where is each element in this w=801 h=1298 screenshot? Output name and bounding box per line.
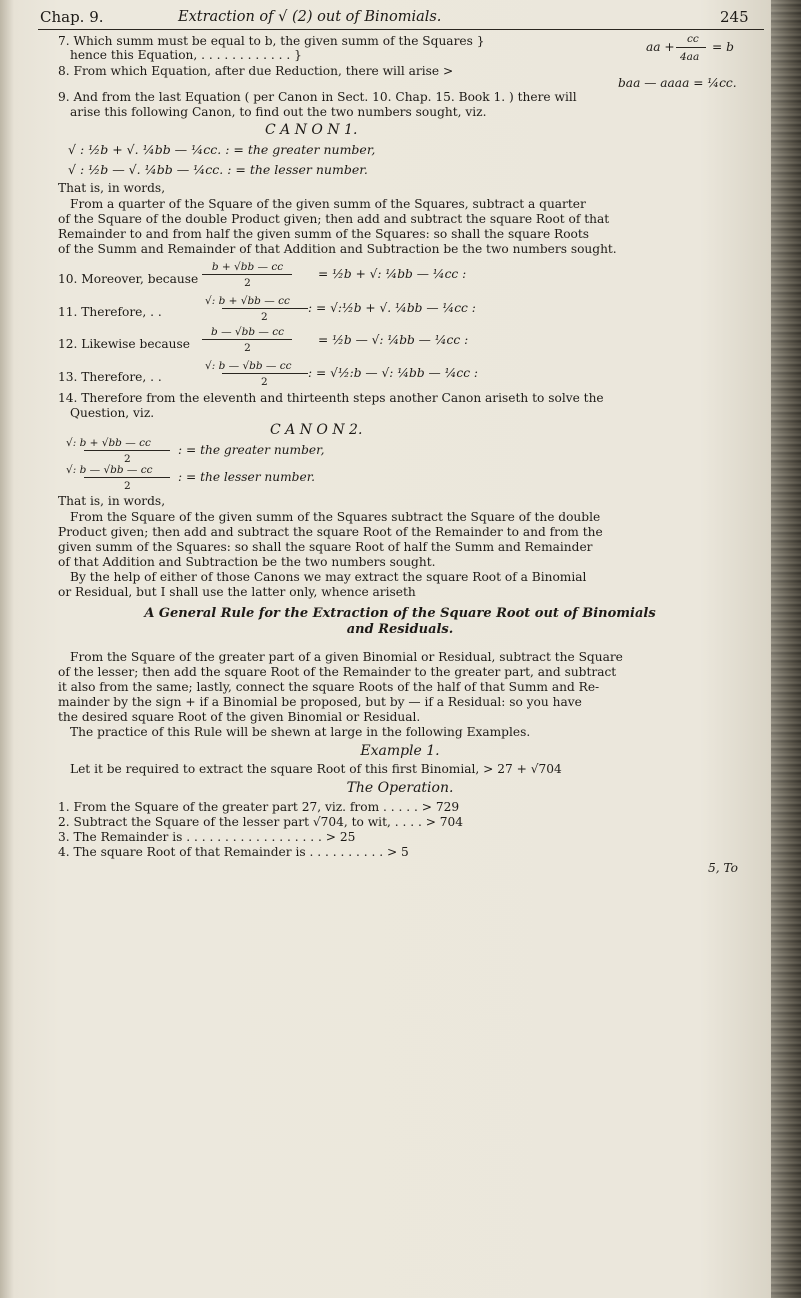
canon-2-line-1-bar <box>84 450 170 451</box>
eq-7-left: aa + <box>646 40 675 54</box>
para-1-line-3: Remainder to and from half the given summ of the Squares: so shall the square Roots <box>58 227 590 241</box>
step-7-line-2: hence this Equation, . . . . . . . . . . . . } <box>70 48 302 62</box>
canon-2-line-1-denominator: 2 <box>124 453 131 465</box>
step-11-bar <box>222 308 308 309</box>
example-title: Example 1. <box>360 743 440 759</box>
canon-1-line-1: √ : ½b + √. ¼bb — ¼cc. : = the greater number, <box>68 142 376 157</box>
step-9-line-2: arise this following Canon, to find out the two numbers sought, viz. <box>70 105 487 119</box>
canon-2-line-1-numerator: √: b + √bb — cc <box>66 437 151 449</box>
step-11: 11. Therefore, . . <box>58 305 162 319</box>
para-1-line-1: From a quarter of the Square of the given summ of the Squares, subtract a quarter <box>70 197 586 211</box>
page-edge-shadow <box>771 0 801 1298</box>
eq-7-bar <box>676 47 706 48</box>
example-statement: Let it be required to extract the square Root of this first Binomial, > 27 + √704 <box>70 762 562 776</box>
step-13-bar <box>222 373 308 374</box>
that-is-2: That is, in words, <box>58 494 166 508</box>
para-4-line-1: From the Square of the greater part of a given Binomial or Residual, subtract the Square <box>70 650 623 664</box>
operation-step-2: 2. Subtract the Square of the lesser part √704, to wit, . . . . > 704 <box>58 815 464 829</box>
eq-8: baa — aaaa = ¼cc. <box>618 76 737 90</box>
para-2-line-3: given summ of the Squares: so shall the square Root of half the Summ and Remainder <box>58 540 593 554</box>
operation-title: The Operation. <box>346 780 454 796</box>
para-3-line-2: or Residual, but I shall use the latter only, whence ariseth <box>58 585 416 599</box>
para-2-line-2: Product given; then add and subtract the square Root of the Remainder to and from the <box>58 525 603 539</box>
para-2-line-1: From the Square of the given summ of the Squares subtract the Square of the double <box>70 510 601 524</box>
para-1-line-2: of the Square of the double Product given; then add and subtract the square Root of that <box>58 212 610 226</box>
step-14-line-1: 14. Therefore from the eleventh and thirteenth steps another Canon ariseth to solve the <box>58 391 604 405</box>
para-4-line-2: of the lesser; then add the square Root of the Remainder to the greater part, and subtract <box>58 665 617 679</box>
eq-7-numerator: cc <box>687 33 699 45</box>
para-4-line-6: The practice of this Rule will be shewn at large in the following Examples. <box>70 725 531 739</box>
step-11-denominator: 2 <box>261 311 268 323</box>
para-4-line-3: it also from the same; lastly, connect the square Roots of the half of that Summ and Re- <box>58 680 600 694</box>
para-4-line-5: the desired square Root of the given Binomial or Residual. <box>58 710 421 724</box>
step-10-bar <box>202 274 292 275</box>
step-11-numerator: √: b + √bb — cc <box>205 295 290 307</box>
canon-2-line-2-denominator: 2 <box>124 480 131 492</box>
step-13-denominator: 2 <box>261 376 268 388</box>
canon-1-title: C A N O N 1. <box>265 122 358 138</box>
step-8: 8. From which Equation, after due Reduction, there will arise > <box>58 64 454 78</box>
canon-1-line-2: √ : ½b — √. ¼bb — ¼cc. : = the lesser number. <box>68 162 368 177</box>
step-11-rhs: : = √:½b + √. ¼bb — ¼cc : <box>308 301 476 315</box>
step-13-numerator: √: b — √bb — cc <box>205 360 292 372</box>
eq-7-right: = b <box>712 40 734 54</box>
canon-2-title: C A N O N 2. <box>270 422 363 438</box>
step-13-rhs: : = √½:b — √: ¼bb — ¼cc : <box>308 366 479 380</box>
canon-2-line-2-rhs: : = the lesser number. <box>178 470 316 484</box>
canon-2-line-1-rhs: : = the greater number, <box>178 443 325 457</box>
catchword: 5, To <box>708 861 739 875</box>
step-14-line-2: Question, viz. <box>70 406 155 420</box>
eq-7-denominator: 4aa <box>680 51 700 63</box>
operation-step-1: 1. From the Square of the greater part 27, viz. from . . . . . > 729 <box>58 800 460 814</box>
running-title: Extraction of √ (2) out of Binomials. <box>178 9 442 25</box>
operation-step-3: 3. The Remainder is . . . . . . . . . . . . . . . . . . > 25 <box>58 830 356 844</box>
step-10-denominator: 2 <box>244 277 251 289</box>
canon-2-line-2-numerator: √: b — √bb — cc <box>66 464 153 476</box>
step-10: 10. Moreover, because <box>58 272 199 286</box>
para-4-line-4: mainder by the sign + if a Binomial be proposed, but by — if a Residual: so you have <box>58 695 582 709</box>
page-number: 245 <box>720 8 749 26</box>
para-2-line-4: of that Addition and Subtraction be the two numbers sought. <box>58 555 436 569</box>
step-12: 12. Likewise because <box>58 337 190 351</box>
header-rule <box>38 29 764 30</box>
step-10-numerator: b + √bb — cc <box>211 261 284 273</box>
step-12-bar <box>202 339 292 340</box>
step-12-denominator: 2 <box>244 342 251 354</box>
step-12-rhs: = ½b — √: ¼bb — ¼cc : <box>318 333 469 347</box>
canon-2-line-2-bar <box>84 477 170 478</box>
step-10-rhs: = ½b + √: ¼bb — ¼cc : <box>318 267 467 281</box>
chapter-label: Chap. 9. <box>40 8 104 26</box>
para-1-line-4: of the Summ and Remainder of that Addition and Subtraction be the two numbers sought. <box>58 242 617 256</box>
step-13: 13. Therefore, . . <box>58 370 162 384</box>
rule-heading-line-2: and Residuals. <box>346 622 454 637</box>
step-7-line-1: 7. Which summ must be equal to b, the given summ of the Squares } <box>58 34 485 48</box>
step-12-numerator: b — √bb — cc <box>211 326 284 338</box>
that-is-1: That is, in words, <box>58 181 166 195</box>
operation-step-4: 4. The square Root of that Remainder is . . . . . . . . . . > 5 <box>58 845 409 859</box>
rule-heading-line-1: A General Rule for the Extraction of the Square Root out of Binomials <box>144 606 656 621</box>
para-3-line-1: By the help of either of those Canons we may extract the square Root of a Binomial <box>70 570 587 584</box>
step-9-line-1: 9. And from the last Equation ( per Canon in Sect. 10. Chap. 15. Book 1. ) there will <box>58 90 577 104</box>
